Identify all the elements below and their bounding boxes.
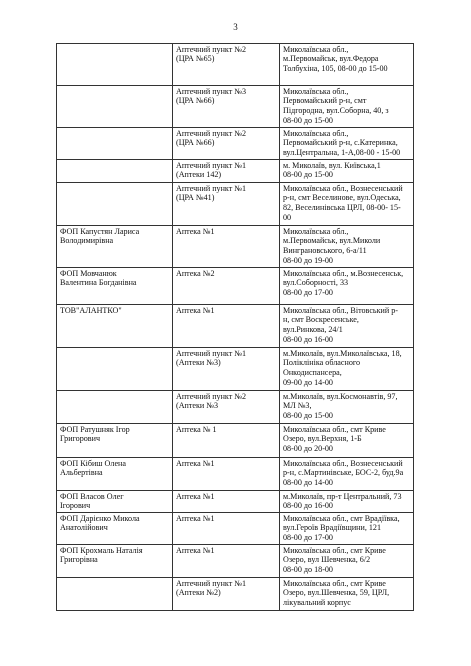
cell-owner <box>57 513 173 545</box>
cell-address <box>280 268 414 305</box>
table-row <box>57 578 414 611</box>
cell-address <box>280 86 414 128</box>
cell-owner <box>57 86 173 128</box>
cell-address <box>280 545 414 578</box>
point-text: Аптека №1 <box>176 513 215 523</box>
address-text: м.Миколаїв, вул.Миколаївська, 18, Поліклініка обласного Онкодиспансера, 09-00 до 14-00 <box>283 348 402 388</box>
cell-owner <box>57 226 173 268</box>
table-row <box>57 268 414 305</box>
point-text: Аптечний пункт №2 (ЦРА №65) <box>176 44 247 64</box>
cell-address <box>280 305 414 348</box>
owner-text: ФОП Ратушняк Ігор Григорович <box>60 424 130 444</box>
point-text: Аптечний пункт №2 (ЦРА №66) <box>176 128 247 148</box>
cell-owner <box>57 578 173 611</box>
cell-owner <box>57 545 173 578</box>
cell-point <box>173 491 280 513</box>
table-row <box>57 491 414 513</box>
owner-text: ФОП Мовчанюк Валентина Богданівна <box>60 268 137 288</box>
table-row <box>57 128 414 160</box>
cell-owner <box>57 391 173 424</box>
cell-address <box>280 44 414 86</box>
owner-text: ФОП Кібиш Олена Альбертівна <box>60 458 126 478</box>
owner-text: ФОП Дарієнко Микола Анатолійович <box>60 513 140 533</box>
cell-owner <box>57 128 173 160</box>
point-text: Аптека №1 <box>176 305 215 315</box>
cell-point <box>173 128 280 160</box>
cell-address <box>280 391 414 424</box>
cell-owner <box>57 44 173 86</box>
cell-owner <box>57 305 173 348</box>
table-row <box>57 391 414 424</box>
address-text: Миколаївська обл., м.Первомайськ, вул.Миколи Винграновського, 6-а/11 08-00 до 19-00 <box>283 226 381 266</box>
point-text: Аптечний пункт №1 (Аптеки №2) <box>176 578 247 598</box>
table-row <box>57 545 414 578</box>
point-text: Аптечний пункт №3 (ЦРА №66) <box>176 86 247 106</box>
cell-point <box>173 305 280 348</box>
cell-owner <box>57 160 173 183</box>
address-text: Миколаївська обл., Вознесенський р-н, смт Веселинове, вул.Одеська, 82, Веселинівська ЦРЛ, 08-00- 15- 00 <box>283 183 403 223</box>
address-text: Миколаївська обл., м.Первомайськ, вул.Федора Толбухіна, 105, 08-00 до 15-00 <box>283 44 388 74</box>
address-text: Миколаївська обл., Вітовський р- н, смт Воскресенське, вул.Ринкова, 24/1 08-00 до 16-00 <box>283 305 398 345</box>
cell-point <box>173 424 280 458</box>
table-row <box>57 458 414 491</box>
table-row <box>57 513 414 545</box>
cell-point <box>173 226 280 268</box>
table-row <box>57 86 414 128</box>
point-text: Аптека №1 <box>176 458 215 468</box>
address-text: Миколаївська обл., смт Криве Озеро, вул.Шевченка, 59, ЦРЛ, лікувальний корпус <box>283 578 390 608</box>
cell-address <box>280 578 414 611</box>
address-text: Миколаївська обл., смт Врадіївка, вул.Героїв Врадіївщини, 121 08-00 до 17-00 <box>283 513 400 543</box>
cell-point <box>173 545 280 578</box>
cell-owner <box>57 348 173 391</box>
cell-address <box>280 160 414 183</box>
cell-owner <box>57 424 173 458</box>
cell-address <box>280 458 414 491</box>
address-text: Миколаївська обл., Первомайський р-н, смт Підгородна, вул.Соборна, 40, з 08-00 до 15-00 <box>283 86 389 126</box>
table-row <box>57 348 414 391</box>
cell-point <box>173 348 280 391</box>
address-text: м.Миколаїв, пр-т Центральний, 73 08-00 до 16-00 <box>283 491 402 511</box>
cell-address <box>280 513 414 545</box>
cell-address <box>280 348 414 391</box>
point-text: Аптечний пункт №1 (Аптеки 142) <box>176 160 247 180</box>
table-row <box>57 44 414 86</box>
table-row <box>57 305 414 348</box>
cell-point <box>173 458 280 491</box>
cell-point <box>173 513 280 545</box>
cell-point <box>173 268 280 305</box>
cell-point <box>173 578 280 611</box>
cell-address <box>280 128 414 160</box>
cell-point <box>173 44 280 86</box>
address-text: м.Миколаїв, вул.Космонавтів, 97, МЛ №3, 08-00 до 15-00 <box>283 391 398 421</box>
table-row <box>57 226 414 268</box>
cell-address <box>280 226 414 268</box>
cell-address <box>280 424 414 458</box>
point-text: Аптека № 1 <box>176 424 217 434</box>
cell-address <box>280 491 414 513</box>
table-row <box>57 424 414 458</box>
cell-point <box>173 391 280 424</box>
address-text: Миколаївська обл., смт Криве Озеро, вул.Верхня, 1-Б 08-00 до 20-00 <box>283 424 386 454</box>
table-body <box>57 44 414 611</box>
owner-text: ТОВ"АЛАНТКО" <box>60 305 122 315</box>
owner-text: ФОП Власов Олег Ігорович <box>60 491 124 511</box>
address-text: м. Миколаїв, вул. Київська,1 08-00 до 15-00 <box>283 160 381 180</box>
point-text: Аптека №2 <box>176 268 215 278</box>
address-text: Миколаївська обл., м.Вознесенськ, вул.Соборності, 33 08-00 до 17-00 <box>283 268 404 298</box>
point-text: Аптечний пункт №1 (Аптеки №3) <box>176 348 247 368</box>
cell-point <box>173 160 280 183</box>
point-text: Аптечний пункт №1 (ЦРА №41) <box>176 183 247 203</box>
address-text: Миколаївська обл., Первомайський р-н, с.Катеринка, вул.Центральна, 1-А,08-00 - 15-00 <box>283 128 401 158</box>
cell-address <box>280 183 414 226</box>
address-text: Миколаївська обл., смт Криве Озеро, вул Шевченка, 6/2 08-00 до 18-00 <box>283 545 386 575</box>
owner-text: ФОП Капустян Лариса Володимирівна <box>60 226 140 246</box>
cell-owner <box>57 491 173 513</box>
cell-owner <box>57 268 173 305</box>
cell-point <box>173 86 280 128</box>
point-text: Аптечний пункт №2 (Аптеки №3 <box>176 391 247 411</box>
owner-text: ФОП Крохмаль Наталія Григорівна <box>60 545 143 565</box>
point-text: Аптека №1 <box>176 491 215 501</box>
point-text: Аптека №1 <box>176 545 215 555</box>
cell-point <box>173 183 280 226</box>
cell-owner <box>57 458 173 491</box>
table-row <box>57 160 414 183</box>
point-text: Аптека №1 <box>176 226 215 236</box>
address-text: Миколаївська обл., Вознесенський р-н, с.Мартинівське, БОС-2, буд.9а 08-00 до 14-00 <box>283 458 404 488</box>
table-row <box>57 183 414 226</box>
pharmacy-table <box>56 43 414 611</box>
cell-owner <box>57 183 173 226</box>
page-number: 3 <box>233 22 238 32</box>
